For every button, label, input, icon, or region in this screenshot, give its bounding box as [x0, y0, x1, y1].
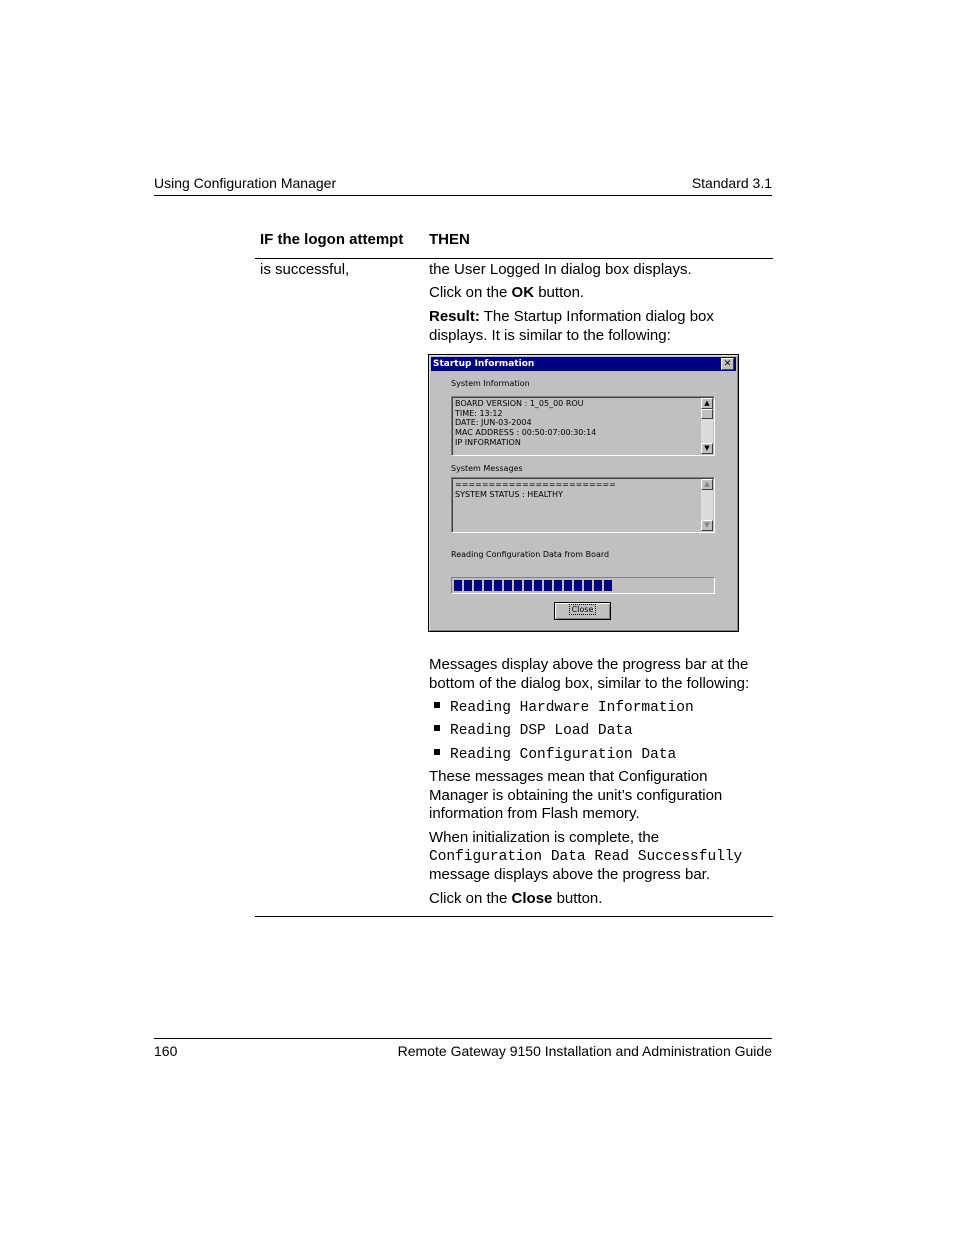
sysinfo-line: IP INFORMATION — [455, 437, 521, 447]
progress-block — [494, 580, 502, 591]
progress-block — [604, 580, 612, 591]
progress-fill — [454, 580, 712, 591]
text: message displays above the progress bar. — [429, 866, 710, 883]
progress-block — [504, 580, 512, 591]
dialog-title: Startup Information — [433, 359, 535, 369]
page-number: 160 — [154, 1043, 178, 1059]
header-section-title: Using Configuration Manager — [154, 175, 337, 191]
progress-block — [544, 580, 552, 591]
startup-information-dialog — [428, 354, 739, 632]
progress-block — [534, 580, 542, 591]
para-user-logged-in: the User Logged In dialog box displays. — [429, 261, 692, 278]
scrollbar — [701, 479, 713, 531]
list-item — [434, 745, 676, 763]
text: Click on the — [429, 284, 512, 301]
text: When initialization is complete, the — [429, 829, 660, 846]
column-header-if: IF the logon attempt — [260, 231, 404, 248]
scroll-up-arrow-icon[interactable]: ▲ — [701, 398, 713, 409]
progress-block — [554, 580, 562, 591]
system-messages-box — [451, 477, 715, 533]
running-footer — [154, 1038, 772, 1059]
text: button. — [534, 284, 585, 301]
system-messages-label: System Messages — [451, 464, 523, 473]
list-item — [434, 698, 694, 716]
text: button. — [552, 890, 603, 907]
scroll-up-arrow-icon: ▲ — [701, 479, 713, 490]
progress-block — [524, 580, 532, 591]
dialog-title-bar — [431, 357, 736, 371]
success-message-text: Configuration Data Read Successfully — [429, 848, 743, 865]
close-icon[interactable]: ✕ — [721, 358, 734, 370]
sysinfo-line: BOARD VERSION : 1_05_00 ROU — [455, 399, 584, 408]
system-information-box — [451, 396, 715, 456]
close-button-label: Close — [571, 605, 594, 614]
sysinfo-line: DATE: JUN-03-2004 — [455, 418, 532, 428]
result-label: Result: — [429, 308, 480, 325]
para-messages-display: Messages display above the progress bar at the bottom of the dialog box, similar to the following: — [429, 656, 750, 692]
system-information-label: System Information — [451, 379, 530, 388]
scroll-thumb[interactable] — [701, 409, 713, 419]
column-header-then: THEN — [429, 231, 470, 248]
progress-block — [464, 580, 472, 591]
running-header — [154, 174, 772, 196]
close-button[interactable] — [554, 602, 611, 620]
progress-block — [564, 580, 572, 591]
bullet-icon — [434, 702, 440, 708]
scroll-down-arrow-icon[interactable]: ▼ — [701, 443, 713, 454]
text: Click on the — [429, 890, 512, 907]
table-bottom-rule — [255, 916, 773, 917]
progress-block — [474, 580, 482, 591]
sysinfo-line: MAC ADDRESS : 00:50:07:00:30:14 — [455, 428, 597, 438]
bullet-icon — [434, 749, 440, 755]
progress-block — [574, 580, 582, 591]
progress-block — [484, 580, 492, 591]
para-click-ok — [429, 284, 769, 303]
bullet-icon — [434, 725, 440, 731]
document-title: Remote Gateway 9150 Installation and Administration Guide — [397, 1043, 772, 1059]
progress-block — [454, 580, 462, 591]
progress-block — [594, 580, 602, 591]
close-emphasis: Close — [511, 890, 553, 907]
scrollbar[interactable] — [701, 398, 713, 454]
sysmsg-line: SYSTEM STATUS : HEALTHY — [455, 489, 563, 499]
list-item — [434, 721, 633, 739]
progress-block — [514, 580, 522, 591]
progress-bar — [451, 577, 715, 594]
progress-status-text: Reading Configuration Data from Board — [451, 550, 610, 559]
para-initialization — [429, 829, 769, 885]
bullet-text: Reading Hardware Information — [450, 700, 694, 716]
sysmsg-line: ======================== — [455, 480, 616, 489]
scroll-down-arrow-icon: ▼ — [701, 520, 713, 531]
table-top-rule — [255, 258, 773, 259]
text: The Startup Information dialog box displays. It is similar to the following: — [429, 308, 714, 344]
para-click-close — [429, 890, 769, 909]
bullet-text: Reading DSP Load Data — [450, 723, 633, 739]
ok-emphasis: OK — [511, 284, 535, 301]
condition-cell: is successful, — [260, 261, 350, 278]
para-result — [429, 308, 769, 345]
header-standard: Standard 3.1 — [691, 175, 772, 191]
progress-block — [584, 580, 592, 591]
bullet-text: Reading Configuration Data — [450, 747, 677, 763]
para-messages-meaning: These messages mean that Configuration Manager is obtaining the unit’s configuration information from Flash memory. — [429, 768, 723, 822]
sysinfo-line: TIME: 13:12 — [455, 408, 503, 418]
